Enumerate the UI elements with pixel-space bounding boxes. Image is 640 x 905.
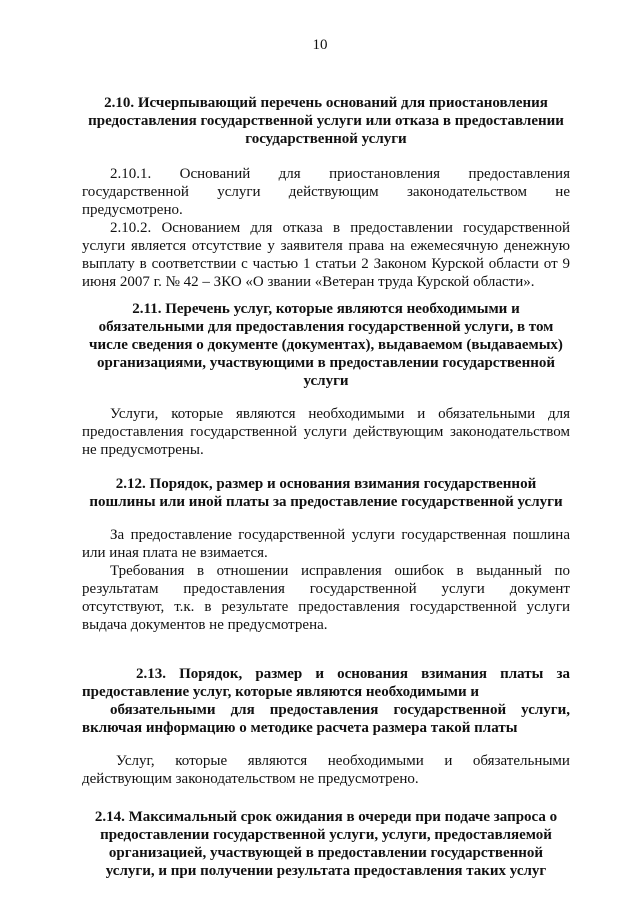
heading-2-12-line-1: 2.12. Порядок, размер и основания взимания государственной xyxy=(115,476,537,492)
word: для xyxy=(278,166,301,182)
heading-2-14-line-1: 2.14. Максимальный срок ожидания в очереди при подаче запроса о xyxy=(94,809,558,825)
word: государственной xyxy=(82,184,189,200)
paragraph-2-13-line-1 xyxy=(116,752,570,770)
heading-2-14-line-4: услуги, и при получении результата предоставления таких услуг xyxy=(105,863,547,879)
heading-2-11-line-5: услуги xyxy=(303,373,349,389)
heading-2-11-line-1: 2.11. Перечень услуг, которые являются необходимыми и xyxy=(132,301,520,317)
paragraph-2-10-1-line-2 xyxy=(82,183,570,201)
word: и xyxy=(444,753,453,769)
word: государственной xyxy=(309,581,417,597)
word: услуги xyxy=(217,184,261,200)
heading-2-13-line-4: включая информацию о методике расчета размера такой платы xyxy=(82,720,518,736)
heading-2-12-line-2: пошлины или иной платы за предоставление государственной услуги xyxy=(89,494,563,510)
paragraph-2-11-line-1: Услуги, которые являются необходимыми и обязательными для xyxy=(110,406,570,422)
word: действующим xyxy=(288,184,379,200)
word: предоставления xyxy=(468,166,570,182)
paragraph-2-12-2-line-3: отсутствуют, т.к. в результате предоставления государственной услуги xyxy=(82,599,570,615)
word: документ xyxy=(509,581,570,597)
paragraph-2-10-1-line-3: предусмотрено. xyxy=(82,202,183,218)
heading-2-13-line-2: предоставление услуг, которые являются необходимыми и xyxy=(82,684,480,700)
paragraph-2-10-2-line-1: 2.10.2. Основанием для отказа в предоставлении государственной xyxy=(110,220,570,236)
paragraph-2-10-2-line-4: июня 2007 г. № 42 – ЗКО «О звании «Ветеран труда Курской области». xyxy=(82,274,535,290)
paragraph-2-12-2-line-2 xyxy=(82,580,570,598)
heading-2-10-line-2: предоставления государственной услуги или отказа в предоставлении xyxy=(88,113,564,129)
paragraph-2-11-line-3: не предусмотрены. xyxy=(82,442,204,458)
word: услуги xyxy=(441,581,485,597)
heading-2-11-line-2: обязательными для предоставления государственной услуги, в том xyxy=(98,319,554,335)
word: законодательством xyxy=(406,184,528,200)
word: 2.10.1. xyxy=(110,166,152,182)
heading-2-13-line-3: обязательными для предоставления государственной услуги, xyxy=(110,702,570,718)
word: обязательными xyxy=(472,753,570,769)
paragraph-2-11-line-2: предоставления государственной услуги действующим законодательством xyxy=(82,424,570,440)
paragraph-2-12-2-line-1: Требования в отношении исправления ошибок в выданный по xyxy=(110,563,570,579)
page-number: 10 xyxy=(312,37,328,53)
heading-2-11-line-4: организациями, участвующими в предоставлении государственной xyxy=(96,355,556,371)
heading-text: 2.13. Порядок, размер и основания взимания платы за xyxy=(136,666,570,682)
heading-2-14-line-2: предоставлении государственной услуги, услуги, предоставляемой xyxy=(100,827,552,843)
word: являются xyxy=(247,753,308,769)
word: не xyxy=(555,184,570,200)
word: Оснований xyxy=(179,166,251,182)
paragraph-2-12-2-line-4: выдача документов не предусмотрена. xyxy=(82,617,328,633)
paragraph-2-10-1-line-1 xyxy=(110,165,570,183)
paragraph-2-12-1-line-1: За предоставление государственной услуги государственная пошлина xyxy=(110,527,570,543)
word: которые xyxy=(175,753,228,769)
word: необходимыми xyxy=(327,753,424,769)
heading-2-10-line-1: 2.10. Исчерпывающий перечень оснований для приостановления xyxy=(104,95,548,111)
word: предоставления xyxy=(183,581,285,597)
paragraph-2-10-2-line-3: выплату в соответствии с частью 1 статьи 2 Законом Курской области от 9 xyxy=(82,256,570,272)
heading-2-14-line-3: организацией, участвующей в предоставлении государственной xyxy=(108,845,544,861)
paragraph-2-10-2-line-2: услуги является отсутствие у заявителя права на ежемесячную денежную xyxy=(82,238,570,254)
paragraph-2-13-line-2: действующим законодательством не предусмотрено. xyxy=(82,771,419,787)
heading-2-13-line-1 xyxy=(136,665,570,683)
word: Услуг, xyxy=(116,753,155,769)
paragraph-2-12-1-line-2: или иная плата не взимается. xyxy=(82,545,268,561)
heading-2-10-line-3: государственной услуги xyxy=(245,131,407,147)
word: приостановления xyxy=(329,166,441,182)
heading-2-11-line-3: числе сведения о документе (документах), выдаваемом (выдаваемых) xyxy=(89,337,563,353)
word: результатам xyxy=(82,581,159,597)
